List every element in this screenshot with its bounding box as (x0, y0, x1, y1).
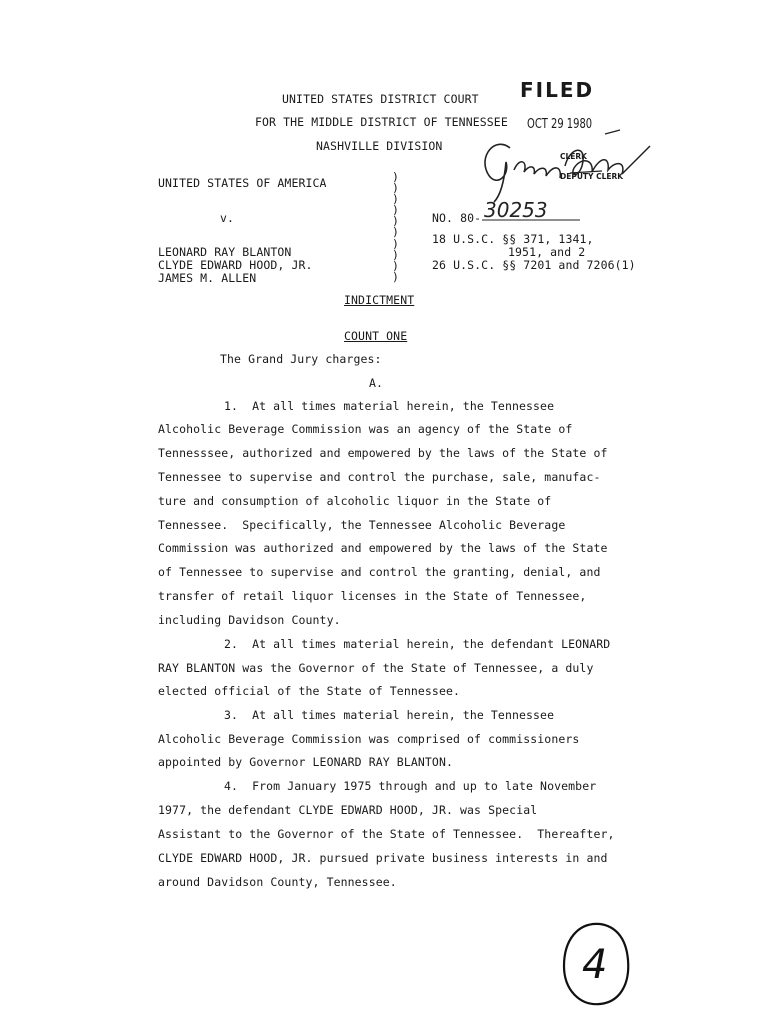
defendant-2: CLYDE EDWARD HOOD, JR. (158, 258, 313, 272)
body-line: Commission was authorized and empowered by the laws of the State (158, 541, 608, 555)
body-line: of Tennessee to supervise and control the granting, denial, and (158, 565, 601, 579)
filed-date: OCT 29 1980 (527, 117, 593, 132)
statute-line-2: 1951, and 2 (508, 245, 586, 259)
body-line: Assistant to the Governor of the State of Tennessee. Thereafter, (158, 827, 615, 841)
court-name: UNITED STATES DISTRICT COURT (282, 92, 479, 106)
case-number-label: NO. 80- (432, 211, 482, 225)
body-line: around Davidson County, Tennessee. (158, 875, 397, 889)
statute-line-3: 26 U.S.C. §§ 7201 and 7206(1) (432, 258, 636, 272)
clerk-signature (470, 126, 660, 206)
document-title: INDICTMENT (344, 293, 415, 307)
court-division: NASHVILLE DIVISION (316, 139, 443, 153)
defendant-1: LEONARD RAY BLANTON (158, 245, 292, 259)
body-line: 3. At all times material herein, the Tennessee (224, 708, 555, 722)
plaintiff: UNITED STATES OF AMERICA (158, 176, 327, 190)
court-district: FOR THE MIDDLE DISTRICT OF TENNESSEE (255, 115, 508, 129)
filed-stamp: FILED (520, 78, 595, 102)
body-line: 2. At all times material herein, the defendant LEONARD (224, 637, 611, 651)
section-a: A. (369, 376, 384, 390)
body-line: Tennessee. Specifically, the Tennessee Alcoholic Beverage (158, 518, 566, 532)
body-line: elected official of the State of Tennessee. (158, 684, 461, 698)
count-heading: COUNT ONE (344, 329, 408, 343)
svg-text:4: 4 (582, 942, 608, 988)
body-line: 4. From January 1975 through and up to late November (224, 779, 597, 793)
handwritten-case-number (482, 198, 582, 228)
grand-jury-charges: The Grand Jury charges: (220, 352, 382, 366)
defendant-3: JAMES M. ALLEN (158, 271, 257, 285)
caption-brackets: ) ) ) ) ) ) ) ) ) ) (392, 170, 399, 284)
body-line: 1977, the defendant CLYDE EDWARD HOOD, JR. was Special (158, 803, 538, 817)
body-line: including Davidson County. (158, 613, 341, 627)
svg-text:30253: 30253 (484, 198, 548, 222)
body-line: Tennesssee, authorized and empowered by the laws of the State of (158, 446, 608, 460)
body-line: ture and consumption of alcoholic liquor in the State of (158, 494, 552, 508)
circled-page-number (560, 920, 632, 1008)
body-line: Alcoholic Beverage Commission was an agency of the State of (158, 422, 573, 436)
body-line: transfer of retail liquor licenses in the State of Tennessee, (158, 589, 587, 603)
body-line: Tennessee to supervise and control the purchase, sale, manufac- (158, 470, 601, 484)
body-line: RAY BLANTON was the Governor of the State of Tennessee, a duly (158, 661, 594, 675)
versus: v. (220, 211, 235, 225)
statute-line-1: 18 U.S.C. §§ 371, 1341, (432, 232, 594, 246)
stamp-deputy-label: DEPUTY CLERK (560, 172, 624, 181)
body-line: 1. At all times material herein, the Tennessee (224, 399, 555, 413)
body-line: appointed by Governor LEONARD RAY BLANTON. (158, 755, 453, 769)
stamp-clerk-label: CLERK (560, 152, 587, 161)
body-line: Alcoholic Beverage Commission was comprised of commissioners (158, 732, 580, 746)
body-line: CLYDE EDWARD HOOD, JR. pursued private business interests in and (158, 851, 608, 865)
